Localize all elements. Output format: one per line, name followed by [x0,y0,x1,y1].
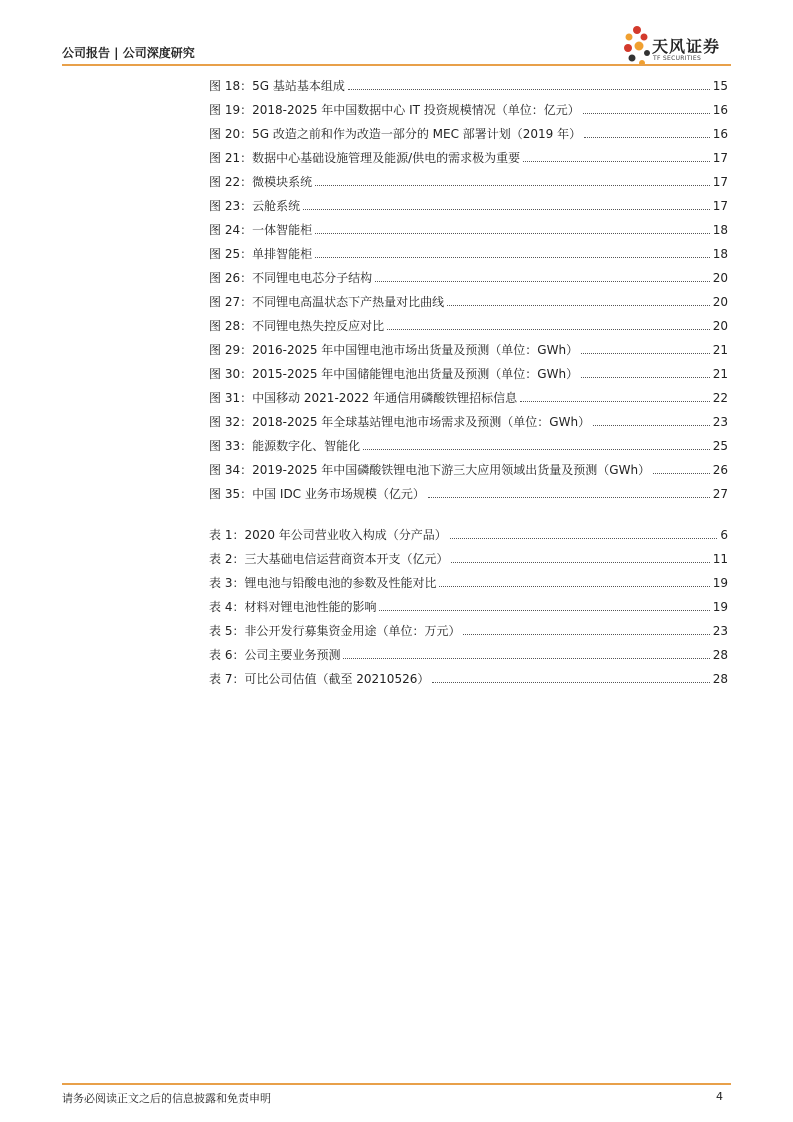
toc-entry-page: 28 [712,648,728,662]
figure-toc-entry[interactable] [209,244,728,268]
toc-entry-label: 图 25：单排智能柜 [209,247,313,261]
figure-toc-entry[interactable] [209,412,728,436]
toc-dot-leader [375,270,710,282]
toc-entry-label: 图 23：云舱系统 [209,199,301,213]
toc-entry-label: 表 2：三大基础电信运营商资本开支（亿元） [209,552,449,566]
toc-entry-label: 图 32：2018-2025 年全球基站锂电池市场需求及预测（单位：GWh） [209,415,591,429]
figure-toc-entry[interactable] [209,76,728,100]
toc-dot-leader [315,174,710,186]
toc-dot-leader [348,78,710,90]
figure-toc-entry[interactable] [209,268,728,292]
toc-dot-leader [315,246,710,258]
toc-entry-label: 图 35：中国 IDC 业务市场规模（亿元） [209,487,425,501]
figure-toc-entry[interactable] [209,148,728,172]
toc-dot-leader [463,623,709,635]
toc-entry-label: 图 33：能源数字化、智能化 [209,439,361,453]
toc-entry-page: 17 [712,151,728,165]
figure-toc-entry[interactable] [209,340,728,364]
toc-entry-label: 图 26：不同锂电电芯分子结构 [209,271,373,285]
toc-entry-page: 6 [720,528,728,542]
toc-dot-leader [584,126,710,138]
toc-dot-leader [428,486,710,498]
toc-entry-page: 11 [712,552,728,566]
toc-entry-page: 20 [712,319,728,333]
toc-entry-page: 18 [712,247,728,261]
figure-toc-entry[interactable] [209,484,728,508]
toc-entry-label: 表 3：锂电池与铅酸电池的参数及性能对比 [209,576,437,590]
toc-entry-page: 21 [712,343,728,357]
toc-entry-page: 23 [712,624,728,638]
header-divider [62,64,731,66]
toc-entry-label: 表 5：非公开发行募集资金用途（单位：万元） [209,624,461,638]
toc-dot-leader [581,342,710,354]
toc-dot-leader [303,198,710,210]
toc-entry-label: 表 7：可比公司估值（截至 20210526） [209,672,430,686]
figure-toc-entry[interactable] [209,316,728,340]
toc-dot-leader [343,647,709,659]
table-toc-entry[interactable] [209,669,728,693]
logo-chinese-name: 天风证券 [652,37,721,56]
toc-entry-page: 17 [712,175,728,189]
figure-toc-entry[interactable] [209,124,728,148]
toc-entry-label: 图 24：一体智能柜 [209,223,313,237]
toc-entry-label: 图 18：5G 基站基本组成 [209,79,345,93]
toc-dot-leader [593,414,710,426]
toc-entry-page: 18 [712,223,728,237]
toc-entry-page: 21 [712,367,728,381]
toc-dot-leader [432,671,709,683]
table-toc-entry[interactable] [209,549,728,573]
table-toc-entry[interactable] [209,645,728,669]
report-header-title: 公司报告 | 公司深度研究 [62,46,195,60]
toc-entry-page: 15 [712,79,728,93]
figure-toc-entry[interactable] [209,196,728,220]
toc-entry-page: 16 [712,127,728,141]
toc-entry-page: 28 [712,672,728,686]
footer-divider [62,1083,731,1085]
figure-toc-entry[interactable] [209,100,728,124]
toc-dot-leader [379,599,709,611]
toc-dot-leader [583,102,710,114]
table-toc-entry[interactable] [209,573,728,597]
footer-disclaimer: 请务必阅读正文之后的信息披露和免责申明 [62,1092,271,1105]
figure-toc-entry[interactable] [209,460,728,484]
toc-entry-label: 表 4：材料对锂电池性能的影响 [209,600,377,614]
toc-entry-page: 19 [712,576,728,590]
toc-dot-leader [447,294,710,306]
figure-toc-entry[interactable] [209,436,728,460]
page-number: 4 [716,1090,723,1103]
toc-dot-leader [387,318,710,330]
toc-entry-page: 25 [712,439,728,453]
table-toc-entry[interactable] [209,621,728,645]
toc-entry-label: 图 29：2016-2025 年中国锂电池市场出货量及预测（单位：GWh） [209,343,579,357]
toc-entry-page: 23 [712,415,728,429]
toc-entry-label: 图 31：中国移动 2021-2022 年通信用磷酸铁锂招标信息 [209,391,518,405]
figure-toc-entry[interactable] [209,364,728,388]
toc-entry-label: 图 34：2019-2025 年中国磷酸铁锂电池下游三大应用领域出货量及预测（GWh） [209,463,651,477]
toc-entry-page: 19 [712,600,728,614]
figure-toc-entry[interactable] [209,220,728,244]
toc-dot-leader [520,390,710,402]
toc-dot-leader [363,438,710,450]
toc-entry-label: 图 28：不同锂电热失控反应对比 [209,319,385,333]
logo-english-name: TF SECURITIES [653,55,702,62]
figure-list [209,76,728,508]
toc-dot-leader [315,222,710,234]
toc-dot-leader [439,575,709,587]
toc-dot-leader [653,462,710,474]
toc-entry-page: 20 [712,295,728,309]
toc-entry-page: 26 [712,463,728,477]
table-toc-entry[interactable] [209,597,728,621]
toc-entry-page: 27 [712,487,728,501]
toc-entry-page: 22 [712,391,728,405]
toc-entry-page: 17 [712,199,728,213]
toc-dot-leader [450,527,718,539]
toc-entry-page: 16 [712,103,728,117]
toc-entry-label: 图 22：微模块系统 [209,175,313,189]
table-list [209,525,728,693]
table-toc-entry[interactable] [209,525,728,549]
toc-entry-label: 图 27：不同锂电高温状态下产热量对比曲线 [209,295,445,309]
figure-toc-entry[interactable] [209,172,728,196]
toc-entry-page: 20 [712,271,728,285]
toc-dot-leader [451,551,709,563]
toc-entry-label: 表 1：2020 年公司营业收入构成（分产品） [209,528,447,542]
toc-entry-label: 图 19：2018-2025 年中国数据中心 IT 投资规模情况（单位：亿元） [209,103,580,117]
toc-entry-label: 图 21：数据中心基础设施管理及能源/供电的需求极为重要 [209,151,521,165]
toc-entry-label: 图 30：2015-2025 年中国储能锂电池出货量及预测（单位：GWh） [209,367,579,381]
toc-entry-label: 表 6：公司主要业务预测 [209,648,341,662]
toc-entry-label: 图 20：5G 改造之前和作为改造一部分的 MEC 部署计划（2019 年） [209,127,582,141]
toc-dot-leader [581,366,710,378]
figure-toc-entry[interactable] [209,388,728,412]
toc-dot-leader [523,150,710,162]
figure-toc-entry[interactable] [209,292,728,316]
